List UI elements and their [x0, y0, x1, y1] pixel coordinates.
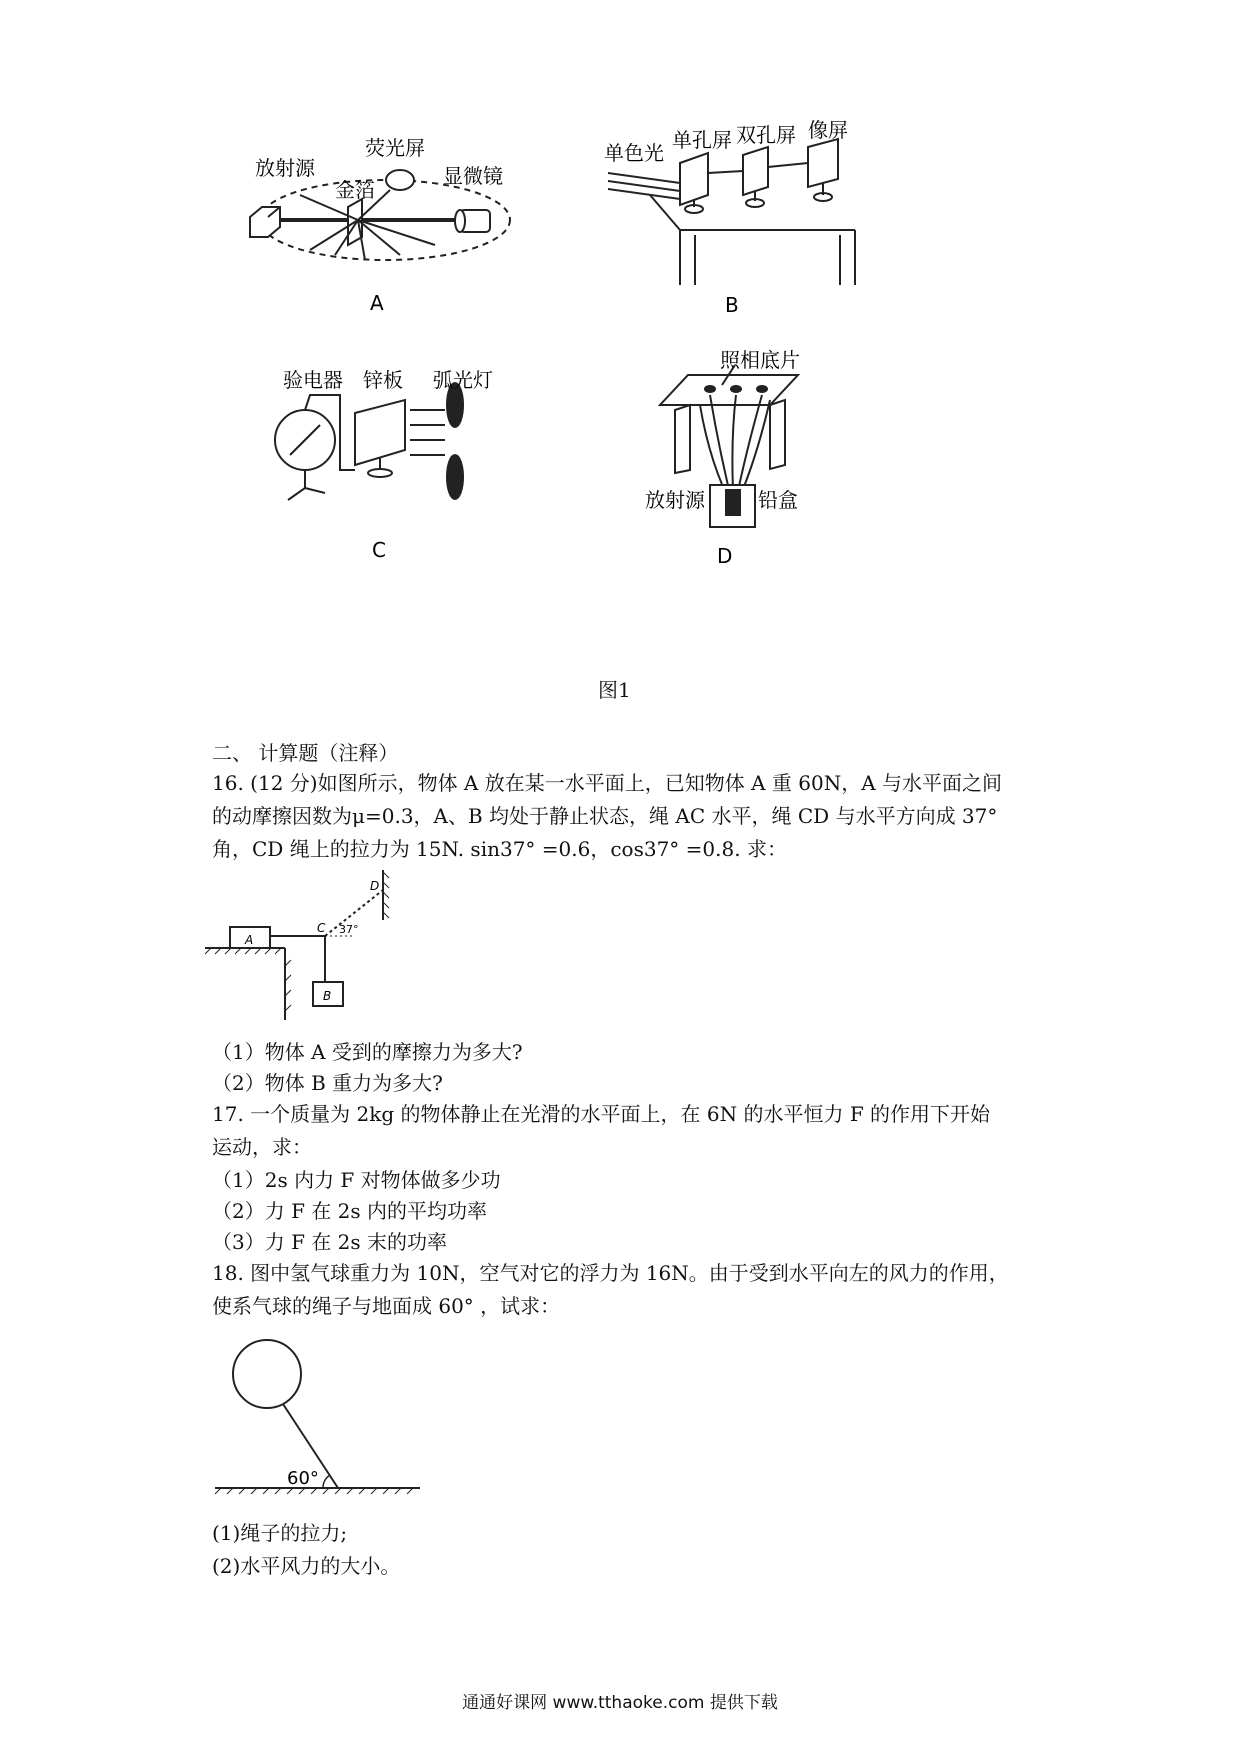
q16-sub-1: （1）物体 A 受到的摩擦力为多大? [212, 1040, 523, 1064]
q16-line-1: 16. (12 分)如图所示，物体 A 放在某一水平面上，已知物体 A 重 60N，A 与水平面之间 [212, 771, 1002, 795]
q17-sub-2: （2）力 F 在 2s 内的平均功率 [212, 1199, 488, 1223]
page-footer: 通通好课网 www.tthaoke.com 提供下载 [462, 1693, 778, 1713]
q16-label-d: D [370, 879, 380, 893]
section-heading: 二、 计算题（注释） [212, 741, 399, 765]
q18-line-2: 使系气球的绳子与地面成 60° ，试求： [212, 1294, 561, 1318]
panel-b-double-slit-label: 双孔屏 [736, 123, 796, 147]
q16-line-3: 角，CD 绳上的拉力为 15N. sin37° =0.6，cos37° =0.8. 求： [212, 837, 787, 861]
q17-line-1: 17. 一个质量为 2kg 的物体静止在光滑的水平面上，在 6N 的水平恒力 F 的作用下开始 [212, 1102, 991, 1126]
figure-1-diagrams [240, 95, 970, 645]
q16-diagram [205, 870, 405, 1030]
q17-sub-1: （1）2s 内力 F 对物体做多少功 [212, 1168, 501, 1192]
panel-b-light-label: 单色光 [604, 141, 664, 165]
figure-caption: 图1 [598, 678, 631, 702]
panel-a-screen-label: 荧光屏 [365, 136, 425, 160]
q18-line-1: 18. 图中氢气球重力为 10N，空气对它的浮力为 16N。由于受到水平向左的风力的作用， [212, 1261, 1009, 1285]
q16-label-b: B [323, 989, 332, 1003]
panel-c-arc-lamp-label: 弧光灯 [433, 368, 493, 392]
panel-c-letter: C [372, 538, 386, 562]
panel-c-electroscope-label: 验电器 [283, 368, 343, 392]
panel-a-foil-label: 金箔 [335, 178, 375, 202]
panel-c-zinc-plate-label: 锌板 [363, 368, 403, 392]
q17-sub-3: （3）力 F 在 2s 末的功率 [212, 1230, 448, 1254]
panel-d-source-label: 放射源 [645, 488, 705, 512]
q16-label-c: C [317, 921, 326, 935]
q18-angle-label: 60° [287, 1468, 319, 1489]
panel-b-image-screen-label: 像屏 [808, 118, 848, 142]
panel-b-letter: B [725, 293, 739, 317]
q16-label-a: A [245, 933, 254, 947]
panel-d-lead-box-label: 铅盒 [758, 488, 798, 512]
q18-sub-2: (2)水平风力的大小。 [212, 1554, 401, 1578]
q16-sub-2: （2）物体 B 重力为多大? [212, 1071, 443, 1095]
panel-d-letter: D [717, 544, 733, 568]
q16-line-2: 的动摩擦因数为μ=0.3，A、B 均处于静止状态，绳 AC 水平，绳 CD 与水平方向成 37° [212, 804, 998, 828]
q18-sub-1: (1)绳子的拉力; [212, 1521, 348, 1545]
q16-angle-label: 37° [339, 923, 359, 936]
panel-d-film-label: 照相底片 [720, 348, 800, 372]
q18-diagram [205, 1330, 430, 1505]
panel-a-microscope-label: 显微镜 [443, 164, 503, 188]
panel-c [275, 383, 463, 500]
panel-b-single-slit-label: 单孔屏 [672, 128, 732, 152]
panel-a-letter: A [370, 291, 384, 315]
panel-a-source-label: 放射源 [255, 156, 315, 180]
q17-line-2: 运动，求： [212, 1135, 312, 1159]
